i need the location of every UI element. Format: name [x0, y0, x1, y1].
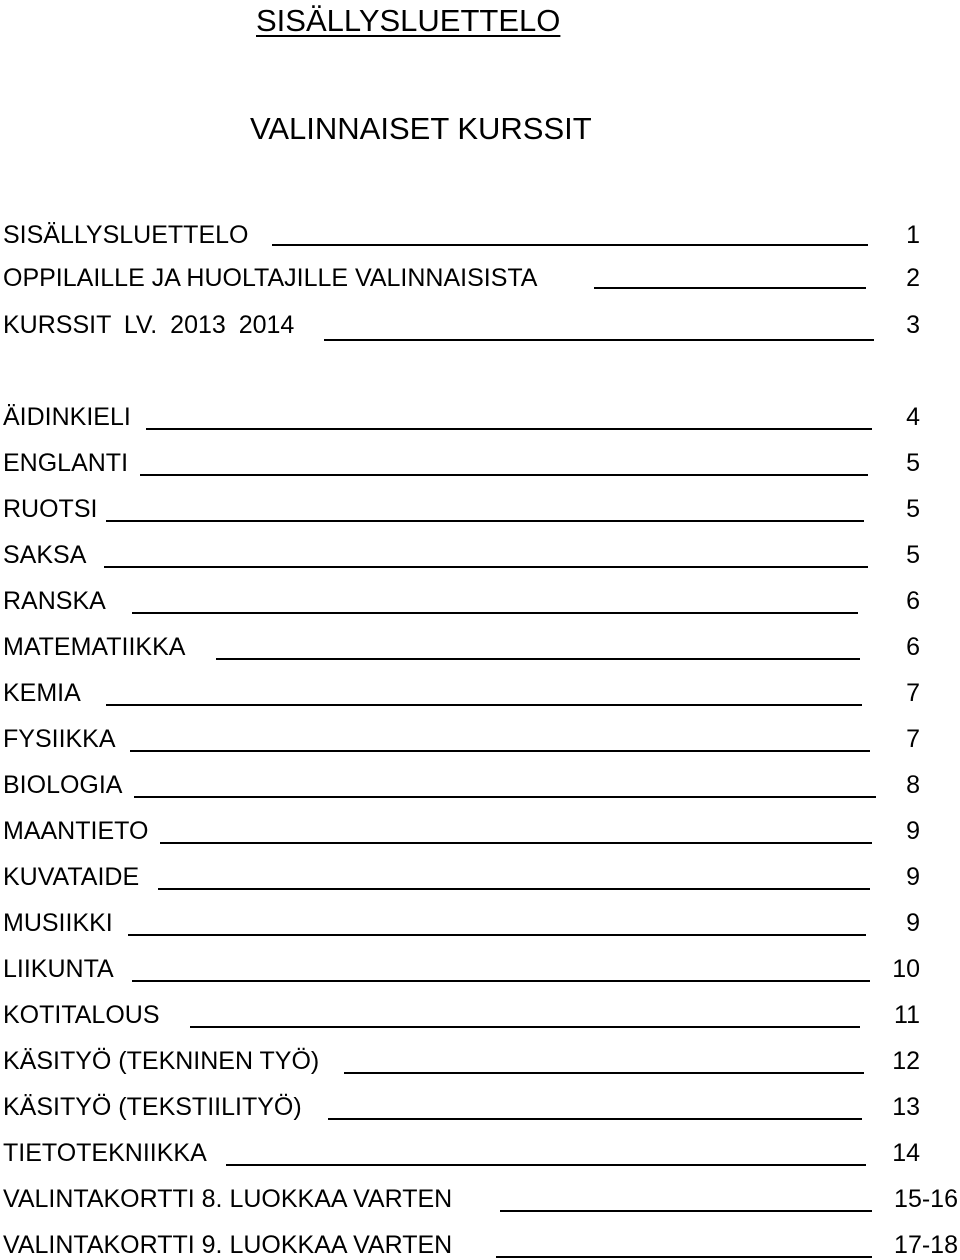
page-subtitle: VALINNAISET KURSSIT — [250, 111, 592, 146]
toc-page-number: 9 — [906, 863, 920, 891]
toc-label: MUSIIKKI — [3, 909, 113, 937]
toc-page-number: 14 — [892, 1139, 920, 1167]
toc-entry-ranska[interactable] — [0, 586, 920, 616]
toc-page-number: 8 — [906, 771, 920, 799]
toc-label: MAANTIETO — [3, 817, 149, 845]
toc-label: KURSSIT LV. 2013 2014 — [3, 311, 295, 339]
toc-label: KEMIA — [3, 679, 81, 707]
toc-leader-line — [130, 750, 870, 752]
toc-entry-tietotekniikka[interactable] — [0, 1138, 920, 1168]
toc-leader-line — [140, 474, 868, 476]
toc-label: BIOLOGIA — [3, 771, 123, 799]
toc-leader-line — [216, 658, 860, 660]
toc-leader-line — [158, 888, 870, 890]
toc-entry-musiikki[interactable] — [0, 908, 920, 938]
toc-label: KÄSITYÖ (TEKSTIILITYÖ) — [3, 1093, 302, 1121]
toc-label: RUOTSI — [3, 495, 98, 523]
toc-label: LIIKUNTA — [3, 955, 114, 983]
toc-entry-kuvataide[interactable] — [0, 862, 920, 892]
toc-leader-line — [324, 339, 874, 341]
toc-leader-line — [106, 704, 862, 706]
toc-page-number: 7 — [906, 725, 920, 753]
toc-leader-line — [128, 934, 866, 936]
toc-entry-ruotsi[interactable] — [0, 494, 920, 524]
toc-leader-line — [496, 1256, 872, 1258]
toc-page-number: 13 — [892, 1093, 920, 1121]
toc-page-number: 9 — [906, 817, 920, 845]
toc-entry-englanti[interactable] — [0, 448, 920, 478]
toc-entry-valintakortti-9[interactable] — [0, 1230, 958, 1260]
toc-leader-line — [594, 287, 866, 289]
toc-page-number: 5 — [906, 541, 920, 569]
toc-label: ENGLANTI — [3, 449, 129, 477]
toc-page-number: 12 — [892, 1047, 920, 1075]
toc-entry-kasityo-tekninen[interactable] — [0, 1046, 920, 1076]
toc-leader-line — [344, 1072, 864, 1074]
toc-page-number: 9 — [906, 909, 920, 937]
toc-page-number: 6 — [906, 587, 920, 615]
toc-leader-line — [226, 1164, 866, 1166]
toc-page-number: 2 — [906, 264, 920, 292]
toc-entry-liikunta[interactable] — [0, 954, 920, 984]
toc-entry-kemia[interactable] — [0, 678, 920, 708]
toc-leader-line — [272, 244, 868, 246]
toc-label: SAKSA — [3, 541, 87, 569]
toc-entry-valintakortti-8[interactable] — [0, 1184, 958, 1214]
toc-entry-saksa[interactable] — [0, 540, 920, 570]
toc-entry-kotitalous[interactable] — [0, 1000, 920, 1030]
toc-label: VALINTAKORTTI 9. LUOKKAA VARTEN — [3, 1231, 453, 1259]
toc-label: MATEMATIIKKA — [3, 633, 186, 661]
toc-leader-line — [190, 1026, 860, 1028]
toc-label: VALINTAKORTTI 8. LUOKKAA VARTEN — [3, 1185, 453, 1213]
toc-entry-maantieto[interactable] — [0, 816, 920, 846]
toc-page-number: 3 — [906, 311, 920, 339]
toc-leader-line — [106, 520, 864, 522]
toc-label: KUVATAIDE — [3, 863, 140, 891]
page-title: SISÄLLYSLUETTELO — [256, 3, 561, 38]
toc-leader-line — [132, 612, 858, 614]
toc-page-number: 15-16 — [894, 1185, 958, 1213]
toc-page-number: 11 — [894, 1001, 920, 1029]
toc-leader-line — [328, 1118, 862, 1120]
toc-entry-aidinkieli[interactable] — [0, 402, 920, 432]
toc-label: TIETOTEKNIIKKA — [3, 1139, 207, 1167]
toc-label: FYSIIKKA — [3, 725, 116, 753]
toc-label: RANSKA — [3, 587, 106, 615]
toc-page-number: 1 — [906, 221, 920, 249]
toc-label: KOTITALOUS — [3, 1001, 160, 1029]
toc-page-number: 5 — [906, 495, 920, 523]
toc-entry-fysiikka[interactable] — [0, 724, 920, 754]
toc-label: SISÄLLYSLUETTELO — [3, 221, 249, 249]
toc-label: OPPILAILLE JA HUOLTAJILLE VALINNAISISTA — [3, 264, 538, 292]
toc-page-number: 5 — [906, 449, 920, 477]
toc-entry-kurssit[interactable] — [0, 310, 920, 340]
toc-entry-kasityo-tekstiili[interactable] — [0, 1092, 920, 1122]
toc-leader-line — [160, 842, 872, 844]
toc-page-number: 7 — [906, 679, 920, 707]
toc-entry-matematiikka[interactable] — [0, 632, 920, 662]
toc-label: KÄSITYÖ (TEKNINEN TYÖ) — [3, 1047, 320, 1075]
toc-entry-sisallysluettelo[interactable] — [0, 220, 920, 250]
toc-label: ÄIDINKIELI — [3, 403, 131, 431]
toc-leader-line — [134, 796, 876, 798]
toc-leader-line — [104, 566, 868, 568]
toc-page-number: 10 — [892, 955, 920, 983]
toc-leader-line — [146, 428, 872, 430]
toc-entry-biologia[interactable] — [0, 770, 920, 800]
toc-page-number: 17-18 — [894, 1231, 958, 1259]
toc-leader-line — [132, 980, 870, 982]
toc-leader-line — [500, 1210, 872, 1212]
toc-page-number: 4 — [906, 403, 920, 431]
toc-entry-oppilaille[interactable] — [0, 263, 920, 293]
toc-page-number: 6 — [906, 633, 920, 661]
